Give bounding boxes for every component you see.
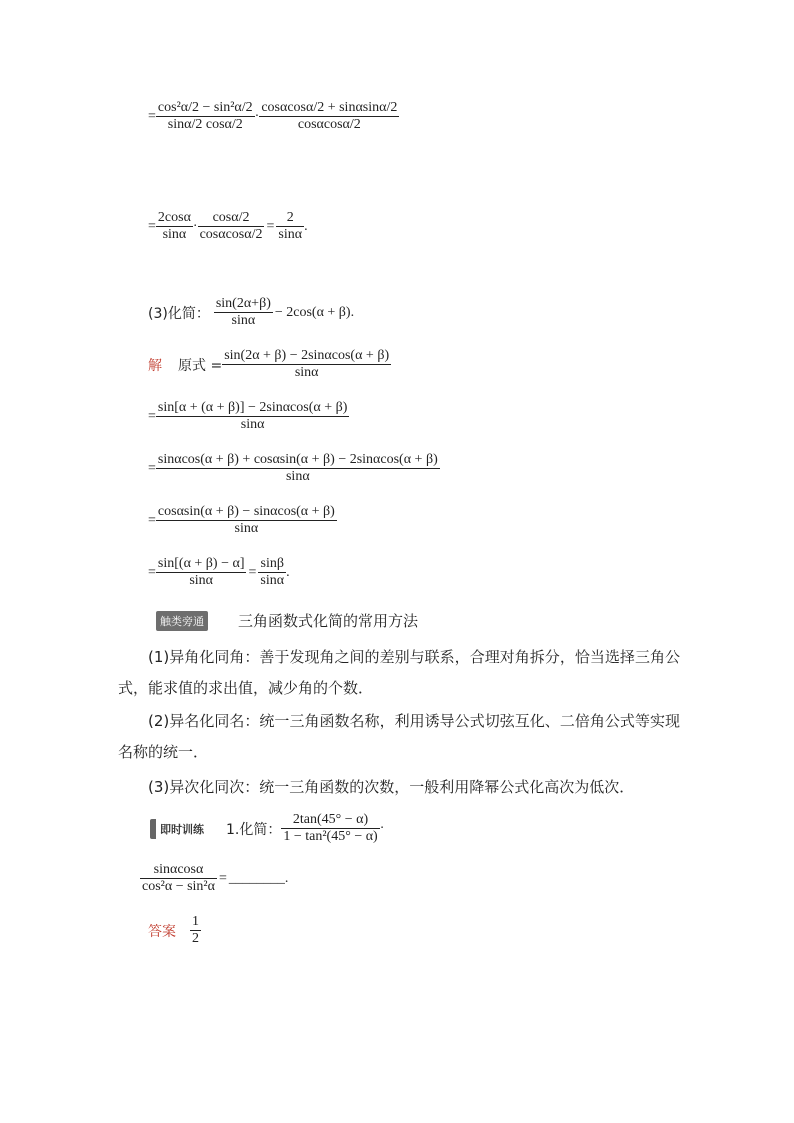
numerator: sinαcos(α + β) + cosαsin(α + β) − 2sinαcos(α + β): [157, 452, 438, 467]
fraction-left: [156, 100, 255, 133]
period: .: [284, 870, 289, 886]
answer-row: [148, 914, 201, 947]
numerator: 2: [286, 210, 294, 225]
problem-label: (3)化简：: [148, 305, 210, 322]
numerator: sin(2α + β) − 2sinαcos(α + β): [224, 348, 390, 363]
period: .: [304, 218, 308, 234]
denominator: sinα: [240, 417, 265, 433]
denominator: sinα/2 cosα/2: [167, 117, 243, 133]
dot: ·: [379, 820, 385, 836]
tip-item-3: (3)异次化同次：统一三角函数的次数，一般利用降幂公式化高次为低次．: [148, 778, 635, 796]
denominator: cosαcosα/2: [297, 117, 361, 133]
fraction-right: [259, 100, 399, 133]
numerator: cosα/2: [212, 210, 250, 225]
numerator: sinαcosα: [153, 862, 204, 877]
solution-line-3: [148, 504, 337, 537]
numerator: sin(2α+β): [215, 296, 271, 311]
tip-item-1: (1)异角化同角：善于发现角之间的差别与联系，合理对角拆分，恰当选择三角公式，能求值的求出值，减少角的个数．: [118, 648, 680, 697]
solution-label: 解: [148, 357, 162, 374]
answer-label: 答案: [148, 923, 176, 940]
practice-row-2: [140, 862, 288, 895]
solution-fraction: [156, 452, 440, 485]
equals-sign: =: [148, 512, 156, 528]
problem3-row: [148, 296, 354, 329]
numerator: sin[α + (α + β)] − 2sinαcos(α + β): [157, 400, 348, 415]
solution-line-1: [148, 400, 349, 433]
numerator: cosαsin(α + β) − sinαcos(α + β): [157, 504, 335, 519]
numerator: 2cosα: [157, 210, 191, 225]
denominator: sinα: [294, 365, 319, 381]
denominator: cosαcosα/2: [199, 227, 263, 243]
problem-rest: − 2cos(α + β).: [274, 304, 355, 320]
practice-row: [150, 812, 384, 845]
denominator: sinα: [189, 573, 214, 589]
practice-fraction-2: [140, 862, 217, 895]
denominator: sinα: [234, 521, 259, 537]
solution-line-2: [148, 452, 440, 485]
denominator: sinα: [260, 573, 285, 589]
answer-fraction: [190, 914, 201, 947]
practice-label: 1.化简：: [226, 821, 282, 838]
solution-line-0: [148, 348, 391, 381]
solution-fraction: [156, 504, 337, 537]
equals-sign: =: [148, 218, 156, 234]
fraction-1: [156, 210, 193, 243]
denominator: sinα: [278, 227, 303, 243]
solution-fraction-final: [258, 556, 286, 589]
fraction-2: [198, 210, 265, 243]
step2-row: [148, 210, 308, 243]
numerator: sinβ: [260, 556, 284, 571]
dot: ·: [254, 108, 260, 124]
problem-fraction: [214, 296, 273, 329]
denominator: 1 − tan²(45° − α): [283, 829, 378, 845]
tip-item-2: (2)异名化同名：统一三角函数名称，利用诱导公式切弦互化、二倍角公式等实现名称的统一．: [118, 712, 680, 761]
practice-tag: 即时训练: [150, 819, 208, 839]
equals-sign: =: [248, 564, 257, 580]
practice-fraction: [281, 812, 379, 845]
solution-fraction: [222, 348, 391, 381]
numerator: 1: [192, 914, 199, 929]
period: .: [286, 564, 290, 580]
equals-sign: =: [266, 218, 275, 234]
tips-tag: 触类旁通: [156, 611, 208, 631]
denominator: cos²α − sin²α: [142, 879, 215, 895]
tips-header: [156, 610, 418, 631]
tips-title: 三角函数式化简的常用方法: [238, 612, 419, 630]
denominator: sinα: [162, 227, 187, 243]
fraction-3: [276, 210, 304, 243]
step1-row: [148, 100, 399, 133]
numerator: sin[(α + β) − α]: [157, 556, 245, 571]
solution-line-4: [148, 556, 290, 589]
numerator: 2tan(45° − α): [292, 812, 369, 827]
solution-fraction: [156, 400, 349, 433]
dot: ·: [192, 218, 198, 234]
answer-blank: ________: [228, 870, 285, 886]
numerator: cosαcosα/2 + sinαsinα/2: [261, 100, 398, 115]
equals-sign: =: [148, 460, 156, 476]
equals-sign: =: [148, 564, 156, 580]
equals-sign: =: [218, 870, 227, 886]
denominator: sinα: [231, 313, 256, 329]
solution-prefix: 原式 =: [178, 357, 223, 374]
numerator: cos²α/2 − sin²α/2: [157, 100, 253, 115]
denominator: 2: [192, 931, 199, 947]
equals-sign: =: [148, 108, 156, 124]
denominator: sinα: [285, 469, 310, 485]
solution-fraction: [156, 556, 247, 589]
equals-sign: =: [148, 408, 156, 424]
